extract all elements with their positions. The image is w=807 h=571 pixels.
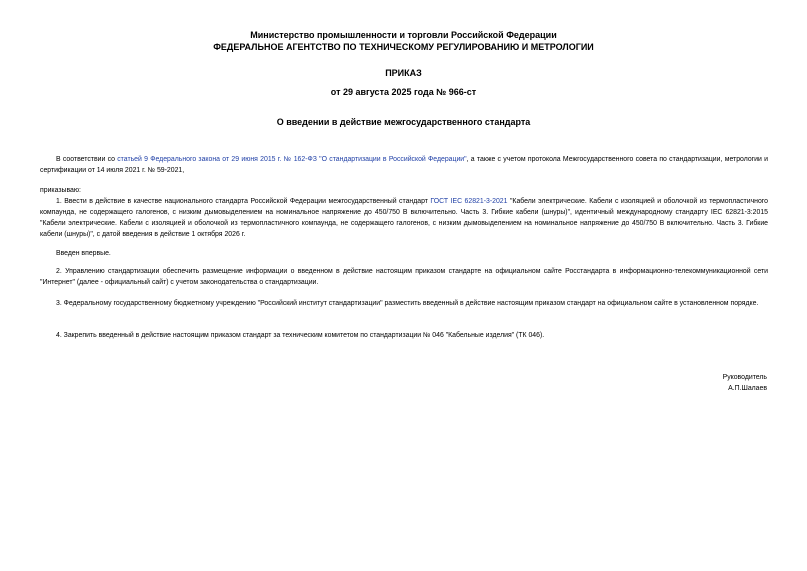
ministry-name: Министерство промышленности и торговли Российской Федерации <box>250 30 557 40</box>
item-2-paragraph: 2. Управлению стандартизации обеспечить размещение информации о введенном в действие настоящим приказом стандарте на официальном сайте Росстандарта в информационно-телекоммуникационной сети "Интернет" (далее - официальный сайт) с учетом законодательства о стандартизации. <box>40 268 768 286</box>
item-3-paragraph: 3. Федеральному государственному бюджетному учреждению "Российский институт стандартизации" разместить введенный в действие настоящим приказом стандарт на официальном сайте в установленном порядке. <box>56 300 759 307</box>
item-4-paragraph: 4. Закрепить введенный в действие настоящим приказом стандарт за техническим комитетом по стандартизации № 046 "Кабельные изделия" (ТК 046). <box>56 332 545 339</box>
item-1-paragraph <box>40 196 768 240</box>
document-date-number: от 29 августа 2025 года № 966-ст <box>330 87 477 97</box>
gost-standard-link[interactable]: ГОСТ IEC 62821-3-2021 <box>430 198 508 205</box>
preamble-text-end: , а также с учетом протокола Межгосударственного совета по стандартизации, метрологии и сертификации от 14 июля 2021 г. № 59-2021, <box>40 156 768 174</box>
document-title: О введении в действие межгосударственного стандарта <box>276 117 531 127</box>
preamble-paragraph <box>40 154 768 176</box>
federal-law-link[interactable]: статьей 9 Федерального закона от 29 июня 2015 г. № 162-ФЗ "О стандартизации в Российской Федерации" <box>117 156 467 163</box>
item-1-text-start: 1. Ввести в действие в качестве национального стандарта Российской Федерации межгосударственный стандарт <box>56 198 431 205</box>
signatory-name: А.П.Шалаев <box>728 385 767 392</box>
agency-name: ФЕДЕРАЛЬНОЕ АГЕНТСТВО ПО ТЕХНИЧЕСКОМУ РЕГУЛИРОВАНИЮ И МЕТРОЛОГИИ <box>213 42 594 52</box>
first-time-note: Введен впервые. <box>56 250 111 257</box>
item-1-text-end: "Кабели электрические. Кабели с изоляцией и оболочкой из термопластичного компаунда, не содержащего галогенов, с низким дымовыделением на номинальное напряжение до 450/750 В включительно. Часть 3. Гибкие кабели (шнуры)", идентичный международному стандарту IEC 62821-3:2015 "Кабели электрические. Кабели с изоляцией и оболочкой из термопластичного компаунда, не содержащего галогенов, с низким дымовыделением на номинальное напряжение до 450/750 В включительно. Часть 3. Гибкие кабели (шнуры)", с датой введения в действие 1 октября 2026 г. <box>40 198 768 238</box>
preamble-text-start: В соответствии со <box>56 156 118 163</box>
signatory-position: Руководитель <box>722 374 767 381</box>
order-word: приказываю: <box>40 187 81 194</box>
document-type: ПРИКАЗ <box>385 68 422 78</box>
